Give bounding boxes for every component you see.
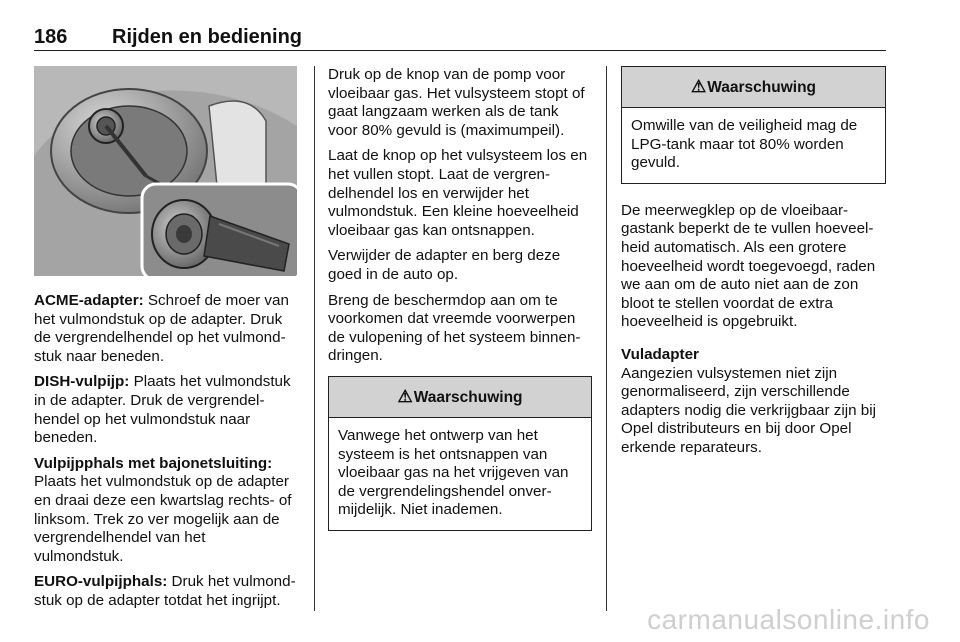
warning-triangle-icon: ⚠ xyxy=(397,386,413,406)
column-divider-2 xyxy=(606,66,607,611)
page-title: Rijden en bediening xyxy=(112,26,303,48)
warning-text: Vanwege het ontwerp van het systeem is het ontsnappen van vloeibaar gas na het vrijgeven van de vergrendelingshendel onvermijdelijk. Niet inademen. xyxy=(338,426,569,519)
page-number: 186 xyxy=(34,26,68,48)
column-3 xyxy=(621,66,886,465)
release-paragraph: Laat de knop op het vulsysteem los en het vullen stopt. Laat de vergrendelhendel los en verwijder het vulmondstuk. Een kleine hoeveelheid vloeibaar gas kan ontsnappen. xyxy=(328,147,588,239)
warning-text-lpg: Omwille van de veiligheid mag de LPG-tank maar tot 80% worden gevuld. xyxy=(631,117,858,172)
acme-adapter-text: Schroef de moer van het vulmondstuk op de adapter. Druk de vergrendelhendel op het vulmondstuk naar beneden. xyxy=(34,292,289,365)
store-adapter-paragraph: Verwijder de adapter en berg deze goed in de auto op. xyxy=(328,247,561,283)
fill-adapter-paragraph: Aangezien vulsystemen niet zijn genormaliseerd, zijn verschillende adapters nodig die verkrijgbaar zijn bij Opel distributeurs en bij door Opel erkende reparateurs. xyxy=(621,364,876,456)
warning-box xyxy=(328,376,592,531)
warning-box-lpg xyxy=(621,66,886,184)
dish-term: DISH-vulpijp: xyxy=(34,373,130,391)
column-1 xyxy=(34,292,299,618)
warning-header-lpg xyxy=(622,67,885,108)
fuel-filler-drawing xyxy=(34,66,297,276)
protective-cap-paragraph: Breng de beschermdop aan om te voorkomen dat vreemde voorwerpen de vulopening of het systeem binnendringen. xyxy=(328,291,581,365)
euro-text: Druk het vulmondstuk op de adapter totdat het ingrijpt. xyxy=(34,573,296,609)
column-divider-1 xyxy=(314,66,315,611)
multivalve-paragraph: De meerwegklep op de vloeibaargastank beperkt de te vullen hoeveelheid automatisch. Als een grotere hoeveelheid wordt toegevoegd, raden we aan om de auto niet aan de zon bloot te stellen voordat de extra hoeveelheid is opgebruikt. xyxy=(621,201,876,331)
euro-paragraph xyxy=(34,573,299,610)
warning-header xyxy=(329,377,591,418)
column-2 xyxy=(328,66,592,531)
page-header xyxy=(34,26,886,51)
warning-triangle-icon: ⚠ xyxy=(690,77,707,96)
fill-adapter-heading: Vuladapter xyxy=(621,345,699,363)
bayonet-term: Vulpijpphals met bajonetsluiting: xyxy=(34,454,273,472)
dish-paragraph xyxy=(34,373,299,447)
pump-button-paragraph: Druk op de knop van de pomp voor vloeibaar gas. Het vulsysteem stopt of gaat langzaam werken als de tank voor 80% gevuld is (maximumpeil). xyxy=(328,66,585,139)
bayonet-paragraph xyxy=(34,455,299,567)
fuel-adapter-illustration xyxy=(34,66,297,276)
dish-text: Plaats het vulmondstuk in de adapter. Druk de vergrendelhendel op het vulmondstuk naar beneden. xyxy=(34,373,291,447)
euro-term: EURO-vulpijphals: xyxy=(34,573,168,591)
acme-adapter-term: ACME-adapter: xyxy=(34,292,144,309)
watermark: carmanualsonline.info xyxy=(647,604,930,635)
acme-adapter-paragraph xyxy=(34,292,299,366)
warning-title-lpg: Waarschuwing xyxy=(707,79,817,96)
bayonet-text: Plaats het vulmondstuk op de adapter en draai deze een kwartslag rechts- of linksom. Trek zo ver mogelijk aan de vergrendelhendel van het vulmondstuk. xyxy=(34,473,292,565)
warning-title: Waarschuwing xyxy=(413,388,523,406)
